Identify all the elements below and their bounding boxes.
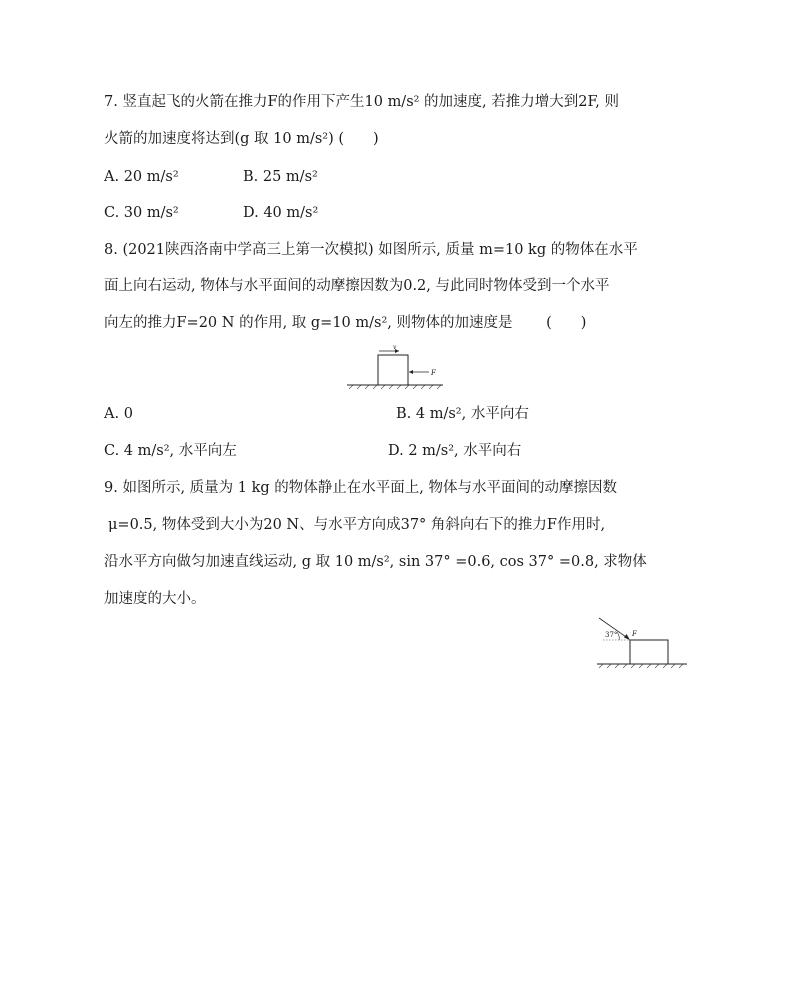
q8-block-figure: [345, 343, 445, 393]
q7-option-d: D. 40 m/s²: [243, 205, 319, 221]
q9-block-figure: [593, 612, 693, 674]
q8-velocity-label: v: [393, 344, 397, 351]
q8-block: [378, 355, 408, 385]
q8-force-arrowhead: [409, 370, 413, 374]
q7-option-a: A. 20 m/s²: [104, 169, 179, 185]
q7-option-c: C. 30 m/s²: [104, 205, 179, 221]
q8-option-c: C. 4 m/s², 水平向左: [104, 443, 237, 459]
q8-option-b: B. 4 m/s², 水平向右: [396, 406, 529, 422]
q8-option-d: D. 2 m/s², 水平向右: [388, 443, 522, 459]
q9-ground-hatch: [599, 664, 683, 668]
q9-force-label: F: [632, 630, 637, 638]
q8-line-1: 8. (2021陕西洛南中学高三上第一次模拟) 如图所示, 质量 m=10 kg 的物体在水平: [104, 242, 638, 258]
q9-line-1: 9. 如图所示, 质量为 1 kg 的物体静止在水平面上, 物体与水平面间的动摩擦因数: [104, 480, 617, 496]
q8-line-3: 向左的推力F=20 N 的作用, 取 g=10 m/s², 则物体的加速度是 ( ): [104, 315, 587, 331]
q9-block: [630, 640, 668, 664]
q9-line-4: 加速度的大小。: [104, 591, 206, 607]
q8-ground-hatch: [349, 385, 441, 389]
q9-line-3: 沿水平方向做匀加速直线运动, g 取 10 m/s², sin 37° =0.6, cos 37° =0.8, 求物体: [104, 554, 647, 570]
q9-angle-label: 37°: [605, 631, 618, 639]
q7-line-2: 火箭的加速度将达到(g 取 10 m/s²) ( ): [104, 131, 379, 147]
q8-line-2: 面上向右运动, 物体与水平面间的动摩擦因数为0.2, 与此同时物体受到一个水平: [104, 278, 610, 294]
q9-force-arrowhead: [624, 634, 630, 640]
q8-force-label: F: [431, 369, 436, 377]
q7-option-b: B. 25 m/s²: [243, 169, 318, 185]
q8-option-a: A. 0: [104, 406, 133, 422]
q9-line-2: μ=0.5, 物体受到大小为20 N、与水平方向成37° 角斜向右下的推力F作用时,: [108, 517, 606, 533]
q7-line-1: 7. 竖直起飞的火箭在推力F的作用下产生10 m/s² 的加速度, 若推力增大到2F, 则: [104, 94, 620, 110]
